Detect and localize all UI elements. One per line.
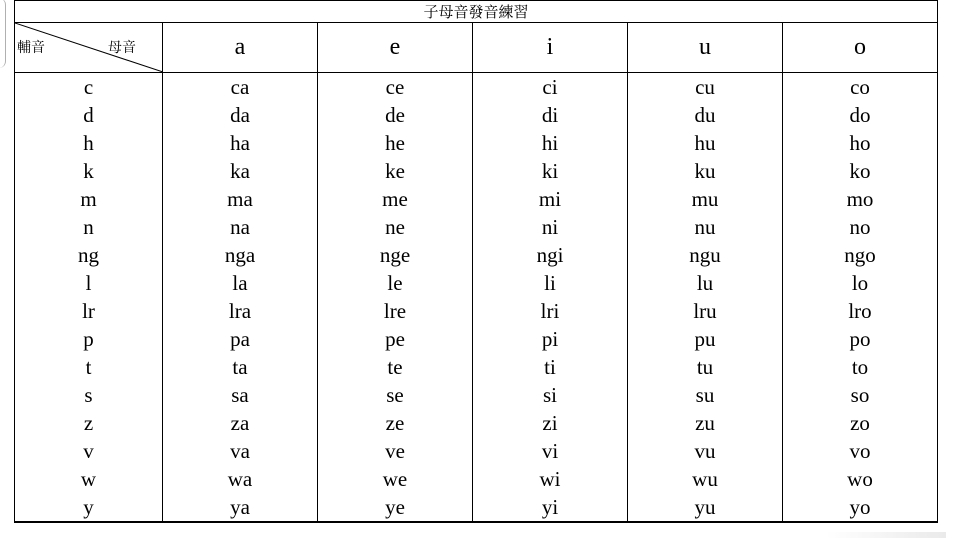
corner-header-cell — [15, 23, 163, 73]
consonant-cell: t — [15, 353, 163, 381]
syllable-cell-o: ho — [783, 129, 938, 157]
syllable-cell-i: mi — [473, 185, 628, 213]
syllable-cell-u: mu — [628, 185, 783, 213]
syllable-cell-a: ka — [163, 157, 318, 185]
syllable-cell-o: co — [783, 73, 938, 102]
syllable-cell-i: pi — [473, 325, 628, 353]
syllable-cell-e: nge — [318, 241, 473, 269]
syllable-cell-a: da — [163, 101, 318, 129]
syllable-cell-u: nu — [628, 213, 783, 241]
title-row — [15, 1, 938, 23]
syllable-cell-a: ta — [163, 353, 318, 381]
table-row — [15, 409, 938, 437]
syllable-cell-e: se — [318, 381, 473, 409]
syllable-cell-o: vo — [783, 437, 938, 465]
table-row — [15, 213, 938, 241]
consonant-cell: n — [15, 213, 163, 241]
syllable-cell-a: ya — [163, 493, 318, 522]
syllable-cell-u: vu — [628, 437, 783, 465]
table-row — [15, 101, 938, 129]
syllable-cell-u: zu — [628, 409, 783, 437]
vowel-label: 母音 — [108, 40, 136, 56]
consonant-cell: k — [15, 157, 163, 185]
table-row — [15, 465, 938, 493]
syllable-cell-a: nga — [163, 241, 318, 269]
consonant-cell: l — [15, 269, 163, 297]
syllable-cell-u: ku — [628, 157, 783, 185]
syllable-cell-o: mo — [783, 185, 938, 213]
syllable-cell-i: si — [473, 381, 628, 409]
syllable-cell-u: lru — [628, 297, 783, 325]
syllable-cell-e: de — [318, 101, 473, 129]
syllable-cell-o: lro — [783, 297, 938, 325]
syllable-cell-o: no — [783, 213, 938, 241]
syllable-cell-a: sa — [163, 381, 318, 409]
vowel-header-i: i — [473, 23, 628, 73]
table-row — [15, 73, 938, 102]
syllable-cell-i: wi — [473, 465, 628, 493]
syllable-cell-i: vi — [473, 437, 628, 465]
consonant-cell: s — [15, 381, 163, 409]
syllable-cell-e: ze — [318, 409, 473, 437]
syllable-cell-e: ve — [318, 437, 473, 465]
syllable-cell-a: za — [163, 409, 318, 437]
syllable-cell-e: pe — [318, 325, 473, 353]
table-row — [15, 157, 938, 185]
syllable-cell-e: ke — [318, 157, 473, 185]
consonant-cell: ng — [15, 241, 163, 269]
vowel-header-u: u — [628, 23, 783, 73]
table-row — [15, 185, 938, 213]
table-row — [15, 493, 938, 522]
syllable-cell-u: pu — [628, 325, 783, 353]
syllable-cell-i: zi — [473, 409, 628, 437]
table-row — [15, 129, 938, 157]
syllable-cell-a: va — [163, 437, 318, 465]
syllable-cell-i: li — [473, 269, 628, 297]
syllable-cell-e: he — [318, 129, 473, 157]
syllable-table-body — [15, 73, 938, 523]
syllable-cell-i: ngi — [473, 241, 628, 269]
table-row — [15, 437, 938, 465]
syllable-cell-u: cu — [628, 73, 783, 102]
pronunciation-table — [14, 0, 938, 523]
syllable-cell-e: ne — [318, 213, 473, 241]
syllable-cell-u: du — [628, 101, 783, 129]
syllable-cell-o: to — [783, 353, 938, 381]
decorative-curve — [0, 0, 6, 68]
vowel-header-e: e — [318, 23, 473, 73]
syllable-cell-i: ti — [473, 353, 628, 381]
syllable-cell-e: we — [318, 465, 473, 493]
syllable-cell-e: te — [318, 353, 473, 381]
syllable-cell-a: ma — [163, 185, 318, 213]
syllable-cell-u: yu — [628, 493, 783, 522]
syllable-cell-o: lo — [783, 269, 938, 297]
syllable-cell-i: ni — [473, 213, 628, 241]
syllable-cell-o: ko — [783, 157, 938, 185]
consonant-cell: c — [15, 73, 163, 102]
syllable-cell-o: wo — [783, 465, 938, 493]
syllable-cell-e: me — [318, 185, 473, 213]
syllable-cell-e: ye — [318, 493, 473, 522]
consonant-cell: y — [15, 493, 163, 522]
syllable-cell-i: hi — [473, 129, 628, 157]
syllable-cell-o: zo — [783, 409, 938, 437]
syllable-cell-a: na — [163, 213, 318, 241]
syllable-cell-i: ki — [473, 157, 628, 185]
syllable-cell-o: do — [783, 101, 938, 129]
table-row — [15, 381, 938, 409]
consonant-cell: m — [15, 185, 163, 213]
table-row — [15, 353, 938, 381]
syllable-cell-o: yo — [783, 493, 938, 522]
syllable-cell-e: ce — [318, 73, 473, 102]
syllable-cell-i: lri — [473, 297, 628, 325]
consonant-label: 輔音 — [17, 40, 45, 56]
consonant-cell: lr — [15, 297, 163, 325]
syllable-cell-o: po — [783, 325, 938, 353]
consonant-cell: z — [15, 409, 163, 437]
syllable-cell-i: di — [473, 101, 628, 129]
consonant-cell: v — [15, 437, 163, 465]
vowel-header-o: o — [783, 23, 938, 73]
syllable-cell-a: wa — [163, 465, 318, 493]
consonant-cell: w — [15, 465, 163, 493]
table-title: 子母音發音練習 — [15, 1, 938, 23]
syllable-cell-u: tu — [628, 353, 783, 381]
syllable-cell-o: ngo — [783, 241, 938, 269]
syllable-cell-a: la — [163, 269, 318, 297]
syllable-cell-a: lra — [163, 297, 318, 325]
syllable-cell-u: lu — [628, 269, 783, 297]
vowel-header-row — [15, 23, 938, 73]
syllable-cell-i: ci — [473, 73, 628, 102]
syllable-cell-u: wu — [628, 465, 783, 493]
syllable-cell-a: pa — [163, 325, 318, 353]
consonant-cell: p — [15, 325, 163, 353]
syllable-cell-o: so — [783, 381, 938, 409]
syllable-cell-u: hu — [628, 129, 783, 157]
syllable-cell-u: ngu — [628, 241, 783, 269]
syllable-cell-u: su — [628, 381, 783, 409]
table-row — [15, 241, 938, 269]
table-row — [15, 297, 938, 325]
syllable-cell-e: le — [318, 269, 473, 297]
syllable-cell-e: lre — [318, 297, 473, 325]
table-row — [15, 325, 938, 353]
consonant-cell: h — [15, 129, 163, 157]
consonant-cell: d — [15, 101, 163, 129]
faded-footer-decoration — [826, 532, 946, 538]
syllable-cell-a: ca — [163, 73, 318, 102]
table-row — [15, 269, 938, 297]
syllable-cell-i: yi — [473, 493, 628, 522]
syllable-cell-a: ha — [163, 129, 318, 157]
vowel-header-a: a — [163, 23, 318, 73]
